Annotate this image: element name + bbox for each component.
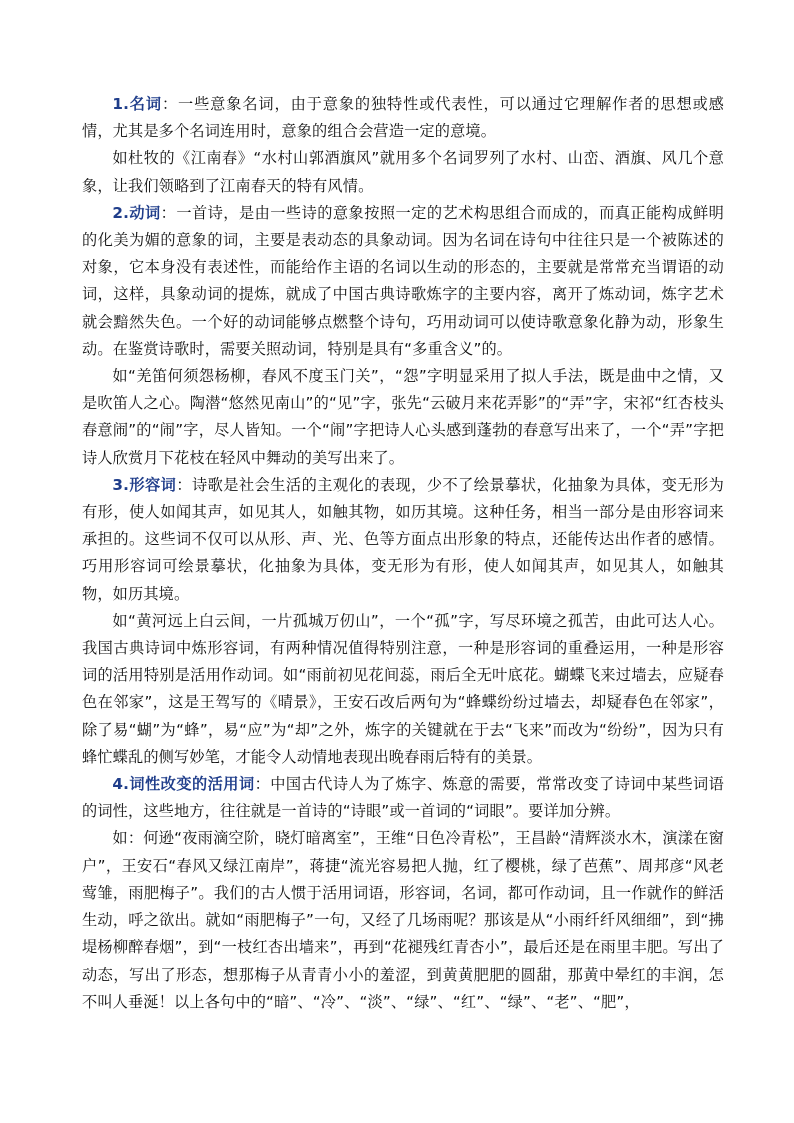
paragraph-text: 如杜牧的《江南春》“水村山郭酒旗风”就用多个名词罗列了水村、山峦、酒旗、风几个意象，让我们领略到了江南春天的特有风情。 — [82, 149, 724, 195]
paragraph-adjective — [82, 472, 724, 608]
document-page — [82, 91, 724, 1016]
section-heading-adjective: 3.形容词 — [112, 475, 177, 494]
paragraph-noun — [82, 91, 724, 145]
paragraph-verb-example — [82, 363, 724, 472]
section-heading-noun: 1.名词 — [112, 95, 162, 113]
paragraph-flexible-use — [82, 771, 724, 825]
paragraph-text: 如：何逊“夜雨滴空阶，晓灯暗离室”，王维“日色冷青松”，王昌龄“清辉淡水木，演漾在窗户”，王安石“春风又绿江南岸”，蒋捷“流光容易把人抛，红了樱桃，绿了芭蕉”、周邦彦“风老莺雏，雨肥梅子”。我们的古人惯于活用词语，形容词，名词，都可作动词，且一作就作的鲜活生动，呼之欲出。就如“雨肥梅子”一句，又经了几场雨呢？那该是从“小雨纤纤风细细”，到“拂堤杨柳醉春烟”，到“一枝红杏出墙来”，再到“花褪残红青杏小”，最后还是在雨里丰肥。写出了动态，写出了形态，想那梅子从青青小小的羞涩，到黄黄肥肥的圆甜，那黄中晕红的丰润，怎不叫人垂涎！以上各句中的“暗”、“冷”、“淡”、“绿”、“红”、“绿”、“老”、“肥”， — [82, 829, 724, 1011]
paragraph-flexible-use-example — [82, 825, 724, 1015]
paragraph-verb — [82, 200, 724, 363]
section-heading-flexible-use: 4.词性改变的活用词 — [112, 775, 255, 794]
paragraph-text: 如“羌笛何须怨杨柳，春风不度玉门关”，“怨”字明显采用了拟人手法，既是曲中之情，又是吹笛人之心。陶潜“悠然见南山”的“见”字，张先“云破月来花弄影”的“弄”字，宋祁“红杏枝头春意闹”的“闹”字，尽人皆知。一个“闹”字把诗人心头感到蓬勃的春意写出来了，一个“弄”字把诗人欣赏月下花枝在轻风中舞动的美写出来了。 — [82, 367, 724, 467]
paragraph-text: ：中国古代诗人为了炼字、炼意的需要，常常改变了诗词中某些词语的词性，这些地方，往往就是一首诗的“诗眼”或一首词的“词眼”。要详加分辨。 — [82, 775, 724, 821]
paragraph-text: ：一些意象名词，由于意象的独特性或代表性，可以通过它理解作者的思想或感情，尤其是多个名词连用时，意象的组合会营造一定的意境。 — [82, 95, 725, 141]
section-heading-verb: 2.动词 — [112, 203, 161, 222]
paragraph-noun-example — [82, 145, 724, 199]
paragraph-text: ：一首诗，是由一些诗的意象按照一定的艺术构思组合而成的，而真正能构成鲜明的化美为媚的意象的词，主要是表动态的具象动词。因为名词在诗句中往往只是一个被陈述的对象，它本身没有表述性，而能给作主语的名词以生动的形态的，主要就是常常充当谓语的动词，这样，具象动词的提炼，就成了中国古典诗歌炼字的主要内容，离开了炼动词，炼字艺术就会黯然失色。一个好的动词能够点燃整个诗句，巧用动词可以使诗歌意象化静为动，形象生动。在鉴赏诗歌时，需要关照动词，特别是具有“多重含义”的。 — [82, 203, 725, 358]
paragraph-text: 如“黄河远上白云间，一片孤城万仞山”，一个“孤”字，写尽环境之孤苦，由此可达人心。我国古典诗词中炼形容词，有两种情况值得特别注意，一种是形容词的重叠运用，一种是形容词的活用特别是活用作动词。如“雨前初见花间蕊，雨后全无叶底花。蝴蝶飞来过墙去，应疑春色在邻家”，这是王驾写的《晴景》，王安石改后两句为“蜂蝶纷纷过墙去，却疑春色在邻家”，除了易“蝴”为“蜂”，易“应”为“却”之外，炼字的关键就在于去“飞来”而改为“纷纷”，因为只有蜂忙蝶乱的侧写妙笔，才能令人动情地表现出晚春雨后特有的美景。 — [82, 611, 724, 766]
paragraph-text: ：诗歌是社会生活的主观化的表现，少不了绘景摹状，化抽象为具体，变无形为有形，使人如闻其声，如见其人，如触其物，如历其境。这种任务，相当一部分是由形容词来承担的。这些词不仅可以从形、声、光、色等方面点出形象的特点，还能传达出作者的感情。巧用形容词可绘景摹状，化抽象为具体，变无形为有形，使人如闻其声，如见其人，如触其物，如历其境。 — [82, 475, 725, 603]
paragraph-adjective-example — [82, 608, 724, 771]
